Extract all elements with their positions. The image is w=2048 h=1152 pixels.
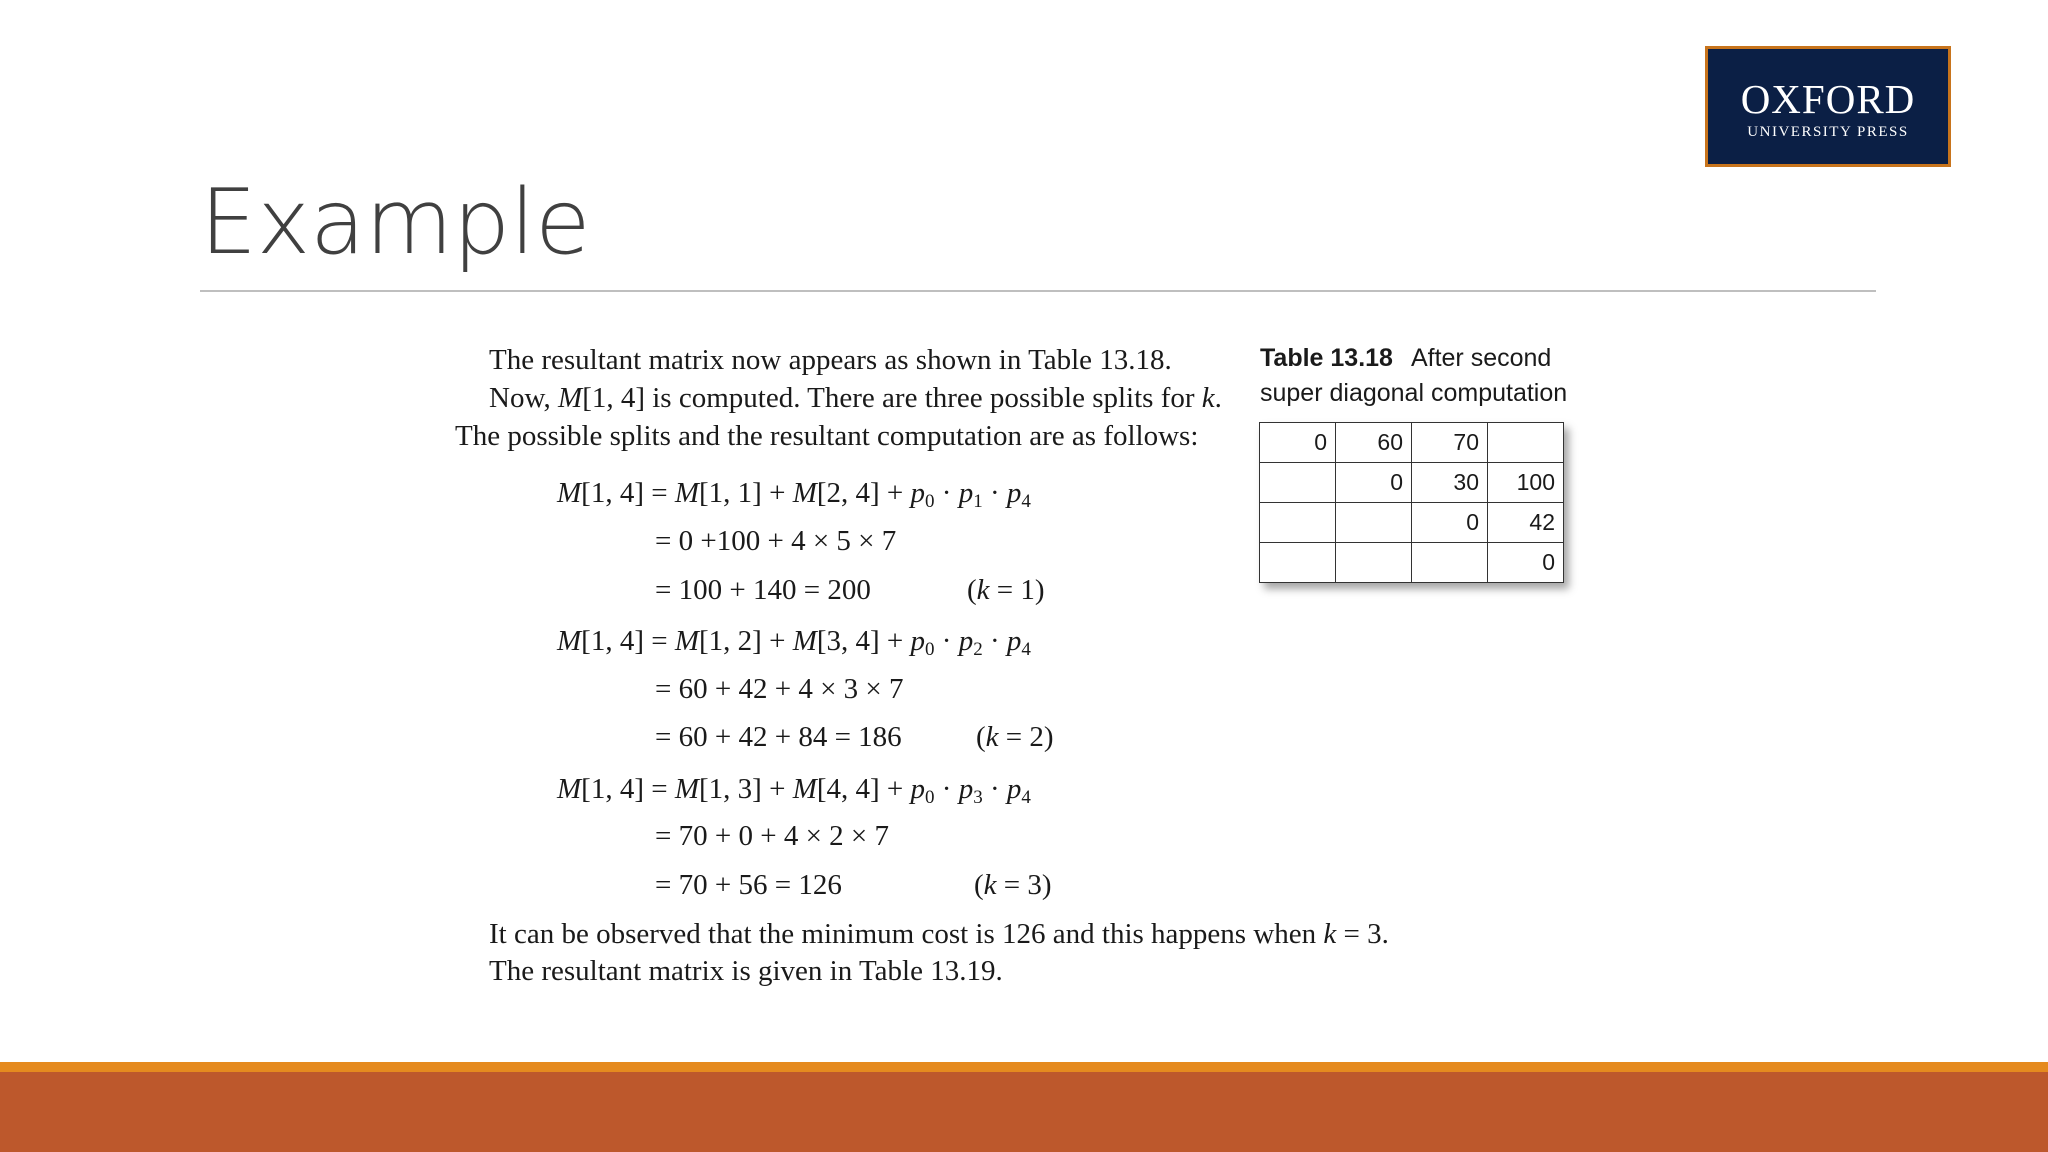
conclusion-line-2: The resultant matrix is given in Table 13.19. [489,955,1003,987]
table-caption-line-1: Table 13.18 After second [1260,344,1552,372]
table-row [1260,423,1564,463]
table-cell [1488,423,1564,463]
logo-sub-text: UNIVERSITY PRESS [1747,124,1909,140]
table-caption-line-2: super diagonal computation [1260,379,1568,407]
table-cell [1336,543,1412,583]
split-3-step-2: = 70 + 56 = 126 [655,869,842,901]
table-row [1260,503,1564,543]
split-1-step-2: = 100 + 140 = 200 [655,574,871,606]
table-cell: 60 [1336,423,1412,463]
footer-bar [0,1072,2048,1152]
table-cell [1336,503,1412,543]
oxford-university-press-logo [1705,46,1951,167]
table-cell: 42 [1488,503,1564,543]
table-cell: 30 [1412,463,1488,503]
split-2-formula: M[1, 4] = M[1, 2] + M[3, $4] + p_0 \cdot p_2 \cdot p_4$ [557,625,1031,660]
title-divider [200,290,1876,292]
logo-main-text: OXFORD [1740,76,1916,122]
split-2-k-value: (k = 2) [976,721,1054,753]
table-label: Table 13.18 [1260,344,1393,372]
table-cell [1260,543,1336,583]
split-2-step-2: = 60 + 42 + 84 = 186 [655,721,902,753]
intro-line-3: The possible splits and the resultant computation are as follows: [455,420,1199,452]
split-1-k-value: (k = 1) [967,574,1045,606]
table-row [1260,543,1564,583]
cost-matrix-table [1259,422,1564,583]
table-cell: 0 [1488,543,1564,583]
table-cell: 0 [1336,463,1412,503]
footer-accent-line [0,1062,2048,1072]
table-cell: 100 [1488,463,1564,503]
table-row [1260,463,1564,503]
table-cell: 0 [1412,503,1488,543]
split-2-step-1: = 60 + 42 + 4 × 3 × 7 [655,673,904,705]
table-cell: 70 [1412,423,1488,463]
slide-title: Example [200,170,591,275]
split-1-formula: M[1, 4] = M[1, 1] + M[2, $4] + p_0 \cdot p_1 \cdot p_4$ [557,477,1031,512]
conclusion-line-1: It can be observed that the minimum cost is 126 and this happens when k = 3. [489,918,1389,950]
table-cell: 0 [1260,423,1336,463]
intro-line-1: The resultant matrix now appears as shown in Table 13.18. [489,344,1172,376]
table-cell [1260,503,1336,543]
split-1-step-1: = 0 +100 + 4 × 5 × 7 [655,525,897,557]
split-3-step-1: = 70 + 0 + 4 × 2 × 7 [655,820,890,852]
intro-line-2: Now, M[1, 4] is computed. There are three possible splits for k. [489,382,1222,414]
split-3-formula: M[1, 4] = M[1, 3] + M[4, $4] + p_0 \cdot p_3 \cdot p_4$ [557,773,1031,808]
table-cell [1260,463,1336,503]
split-3-k-value: (k = 3) [974,869,1052,901]
table-cell [1412,543,1488,583]
